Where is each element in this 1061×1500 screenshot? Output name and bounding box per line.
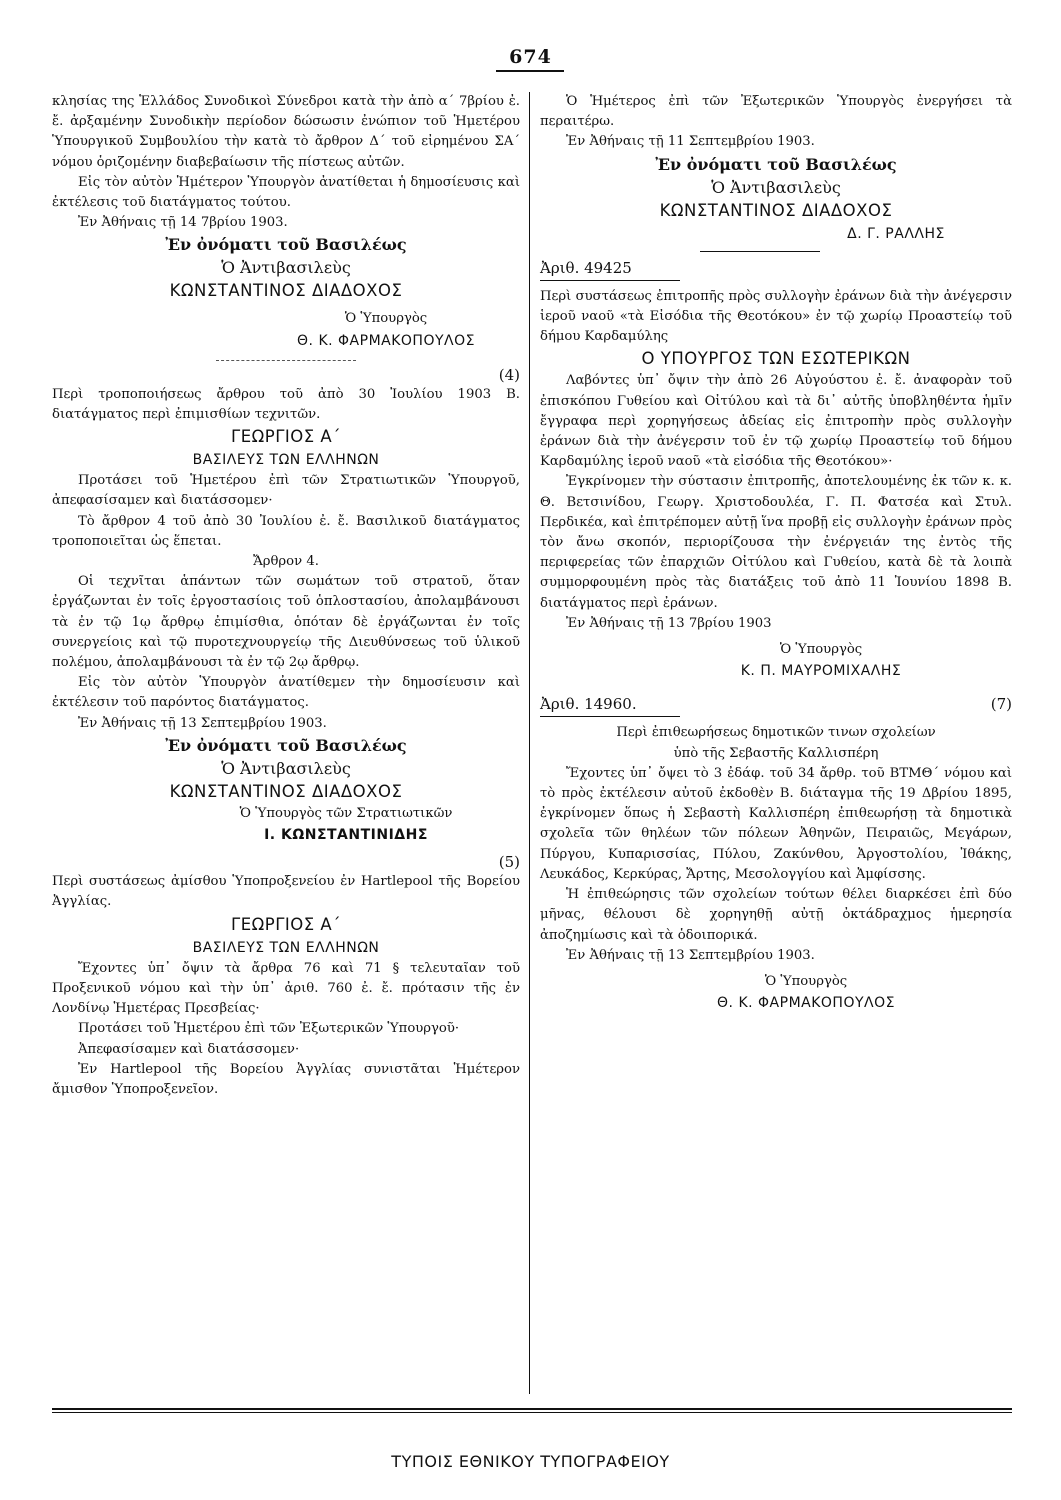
column-divider <box>529 92 530 1394</box>
left-column <box>52 92 520 1100</box>
signature-line: Ἐν ὀνόματι τοῦ Βασιλέως <box>165 235 407 255</box>
act-title: ὑπὸ τῆς Σεβαστῆς Καλλισπέρη <box>673 745 879 761</box>
minister-name: Δ. Γ. ΡΑΛΛΗΣ <box>847 225 945 242</box>
decree-paragraph: Ἐν Hartlepool τῆς Βορείου Ἀγγλίας συνιστᾶται Ἡμέτερον ἄμισθον Ὑποπροξενεῖον. <box>52 1061 520 1097</box>
signature-line: Ὁ Ἀντιβασιλεὺς <box>221 758 351 778</box>
signature-name: ΚΩΝΣΤΑΝΤΙΝΟΣ ΔΙΑΔΟΧΟΣ <box>169 281 403 301</box>
decree-number: (4) <box>498 365 520 384</box>
decree-title: Περὶ τροποποιήσεως ἄρθρου τοῦ ἀπὸ 30 Ἰουλίου 1903 Β. διατάγματος περὶ ἐπιμισθίων τεχνιτῶν. <box>52 386 520 423</box>
signature-name: ΚΩΝΣΤΑΝΤΙΝΟΣ ΔΙΑΔΟΧΟΣ <box>169 781 403 801</box>
article-heading: Ἄρθρον 4. <box>253 554 319 570</box>
minister-name: Θ. Κ. ΦΑΡΜΑΚΟΠΟΥΛΟΣ <box>717 995 895 1012</box>
act-number: Ἀριθ. 14960. <box>540 695 637 714</box>
act-number-underline <box>540 280 680 281</box>
act-paragraph: Ἡ ἐπιθεώρησις τῶν σχολείων τούτων θέλει διαρκέσει ἐπὶ δύο μῆνας, θέλουσι δὲ χορηγηθῇ αὐτῇ ὀκτάδραχμος ἡμερησία ἀποζημίωσις καὶ τὰ ὁδοιπορικά. <box>540 887 1012 943</box>
decree-number: (5) <box>498 853 520 872</box>
decree-paragraph: Προτάσει τοῦ Ἡμετέρου ἐπὶ τῶν Στρατιωτικῶν Ὑπουργοῦ, ἀπεφασίσαμεν καὶ διατάσσομεν· <box>52 473 520 509</box>
minister-title: Ὁ Ὑπουργὸς <box>764 973 848 989</box>
signature-line: Ἐν ὀνόματι τοῦ Βασιλέως <box>655 154 897 174</box>
act-date: Ἐν Ἀθήναις τῇ 13 Σεπτεμβρίου 1903. <box>566 947 815 963</box>
act-number: Ἀριθ. 49425 <box>540 258 632 277</box>
decree-paragraph: Ἔχοντες ὑπ᾿ ὄψιν τὰ ἄρθρα 76 καὶ 71 § τελευταῖαν τοῦ Προξενικοῦ νόμου καὶ τὴν ὑπ᾿ ἀριθ. 760 ἐ. ἔ. πρότασιν τῆς ἐν Λονδίνῳ Ἡμετέρας Πρεσβείας· <box>52 960 520 1017</box>
page-number-underline <box>496 70 564 72</box>
act-title: Περὶ ἐπιθεωρήσεως δημοτικῶν τινων σχολείων <box>616 725 936 741</box>
king-title: ΒΑΣΙΛΕΥΣ ΤΩΝ ΕΛΛΗΝΩΝ <box>192 939 380 956</box>
act-paragraph: Λαβόντες ὑπ᾿ ὄψιν τὴν ἀπὸ 26 Αὐγούστου ἐ. ἔ. ἀναφορὰν τοῦ ἐπισκόπου Γυθείου καὶ Οἰτύλου καὶ τὰ δι᾿ αὐτῆς ὑποβληθέντα ἡμῖν ἔγγραφα περὶ χορηγήσεως ἀδείας εἰς ἐπιτροπὴν πρὸς συλλογὴν ἐράνων διὰ τὴν ἀνέγερσιν τοῦ ἐν τῷ χωρίῳ Προαστείῳ τοῦ δήμου Καρδαμύλης ἱεροῦ ναοῦ «τὰ εἰσόδια τῆς Θεοτόκου»· <box>540 373 1012 470</box>
continued-paragraph: κλησίας της Ἑλλάδος Συνοδικοὶ Σύνεδροι κατὰ τὴν ἀπὸ α΄ 7βρίου ἐ. ἔ. ἀρξαμένην Συνοδικὴν περίοδον δώσωσιν ἐνώπιον τοῦ Ἡμετέρου Ὑπουργικοῦ Συμβουλίου τὴν κατὰ τὸ ἄρθρον Δ΄ τοῦ εἰρημένου ΣΑ΄ νόμου ὁριζομένην διαβεβαίωσιν τῆς πίστεως αὐτῶν. <box>52 94 520 170</box>
act-paragraph: Ἔχοντες ὑπ᾿ ὄψει τὸ 3 ἐδάφ. τοῦ 34 ἄρθρ. τοῦ ΒΤΜΘ΄ νόμου καὶ τὸ πρὸς ἐκτέλεσιν αὐτοῦ ἐκδοθὲν Β. διάταγμα τῆς 19 Δβρίου 1895, ἐγκρίνομεν ὅπως ἡ Σεβαστὴ Καλλισπέρη ἐπιθεωρήσῃ τὰ δημοτικὰ σχολεῖα τῶν θηλέων τῶν πόλεων Ἀθηνῶν, Πειραιῶς, Μεγάρων, Πύργου, Κυπαρισσίας, Πύλου, Ζακύνθου, Ἀργοστολίου, Ἰθάκης, Λευκάδος, Κερκύρας, Ἄρτης, Μεσολογγίου καὶ Ἀμφίσσης. <box>540 765 1012 882</box>
minister-name: Κ. Π. ΜΑΥΡΟΜΙΧΑΛΗΣ <box>740 663 902 680</box>
act-number-row <box>540 694 1012 714</box>
king-name: ΓΕΩΡΓΙΟΣ Α΄ <box>231 914 341 934</box>
act-number-underline <box>540 716 680 717</box>
decree-paragraph: Προτάσει τοῦ Ἡμετέρου ἐπὶ τῶν Ἐξωτερικῶν Ὑπουργοῦ· <box>78 1021 460 1037</box>
decree-paragraph: Ἀπεφασίσαμεν καὶ διατάσσομεν· <box>78 1041 300 1057</box>
minister-title: Ὁ Ὑπουργὸς τῶν Στρατιωτικῶν <box>239 805 453 821</box>
right-column <box>540 92 1012 1014</box>
minister-title: Ὁ Ὑπουργὸς <box>779 642 863 658</box>
minister-title: Ὁ Ὑπουργὸς <box>344 311 428 327</box>
decree-title: Περὶ συστάσεως ἀμίσθου Ὑποπροξενείου ἐν Hartlepool τῆς Βορείου Ἀγγλίας. <box>52 874 520 910</box>
minister-name: Ι. ΚΩΝΣΤΑΝΤΙΝΙΔΗΣ <box>264 827 428 844</box>
section-separator <box>216 360 356 361</box>
signature-line: Ὁ Ἀντιβασιλεὺς <box>221 258 351 278</box>
act-paragraph: Ἐγκρίνομεν τὴν σύστασιν ἐπιτροπῆς, ἀποτελουμένης ἐκ τῶν κ. κ. Θ. Βετσινίδου, Γεωργ. Χριστοδουλέα, Γ. Π. Φατσέα καὶ Στυλ. Περδικέα, καὶ ἐπιτρέπομεν αὐτῇ ἵνα προβῇ εἰς συλλογὴν ἐράνων πρὸς τὸν ἄνω σκοπόν, περιορίζουσα τὴν ἐνέργειάν της ἐντὸς τῆς περιφερείας τῶν ἐπαρχιῶν Οἰτύλου καὶ Γυθείου, κατὰ δὲ τὰ λοιπὰ συμμορφουμένη πρὸς τὰς διατάξεις τοῦ ἀπὸ 11 Ἰουνίου 1898 Β. διατάγματος περὶ ἐράνων. <box>540 474 1012 611</box>
bottom-rule <box>52 1408 1012 1410</box>
act-date: Ἐν Ἀθήναις τῇ 13 7βρίου 1903 <box>566 615 772 631</box>
act-heading: Ο ΥΠΟΥΡΓΟΣ ΤΩΝ ΕΣΩΤΕΡΙΚΩΝ <box>641 349 911 369</box>
decree-paragraph: Τὸ ἄρθρον 4 τοῦ ἀπὸ 30 Ἰουλίου ἐ. ἔ. Βασιλικοῦ διατάγματος τροποποιεῖται ὡς ἕπεται. <box>52 513 520 549</box>
decree-paragraph: Εἰς τὸν αὐτὸν Ὑπουργὸν ἀνατίθεμεν τὴν δημοσίευσιν καὶ ἐκτέλεσιν τοῦ παρόντος διατάγματος. <box>52 675 520 711</box>
minister-name: Θ. Κ. ΦΑΡΜΑΚΟΠΟΥΛΟΣ <box>297 332 475 349</box>
page-number: 674 <box>509 46 552 68</box>
printer-footer: ΤΥΠΟΙΣ ΕΘΝΙΚΟΥ ΤΥΠΟΓΡΑΦΕΙΟΥ <box>391 1452 670 1471</box>
act-title: Περὶ συστάσεως ἐπιτροπῆς πρὸς συλλογὴν ἐράνων διὰ τὴν ἀνέγερσιν ἱεροῦ ναοῦ «τὰ Εἰσόδια τῆς Θεοτόκου» ἐν τῷ χωρίῳ Προαστείῳ τοῦ δήμου Καρδαμύλης <box>540 288 1012 345</box>
continued-paragraph: Ὁ Ἡμέτερος ἐπὶ τῶν Ἐξωτερικῶν Ὑπουργὸς ἐνεργήσει τὰ περαιτέρω. <box>540 94 1012 130</box>
bottom-rule-thin <box>52 1412 1012 1413</box>
signature-line: Ἐν ὀνόματι τοῦ Βασιλέως <box>165 735 407 755</box>
decree-date: Ἐν Ἀθήναις τῇ 11 Σεπτεμβρίου 1903. <box>566 134 815 150</box>
king-name: ΓΕΩΡΓΙΟΣ Α΄ <box>231 427 341 447</box>
signature-line: Ὁ Ἀντιβασιλεὺς <box>711 177 841 197</box>
act-paren-number: (7) <box>990 695 1012 714</box>
decree-date: Ἐν Ἀθήναις τῇ 14 7βρίου 1903. <box>78 215 288 231</box>
section-separator <box>700 251 820 252</box>
continued-paragraph: Εἰς τὸν αὐτὸν Ἡμέτερον Ὑπουργὸν ἀνατίθεται ἡ δημοσίευσις καὶ ἐκτέλεσις τοῦ διατάγματος τούτου. <box>52 174 520 211</box>
decree-date: Ἐν Ἀθήναις τῇ 13 Σεπτεμβρίου 1903. <box>78 715 327 731</box>
decree-paragraph: Οἱ τεχνῖται ἁπάντων τῶν σωμάτων τοῦ στρατοῦ, ὅταν ἐργάζωνται ἐν τοῖς ἐργοστασίοις τοῦ ὁπλοστασίου, ἀπολαμβάνουσι τὰ ἐν τῷ 1ῳ ἄρθρῳ ἐπιμίσθια, ὁπόταν δὲ ἐργάζωνται ἐν τοῖς συνεργείοις καὶ τῷ πυροτεχνουργείῳ τῆς Διευθύνσεως τοῦ ὑλικοῦ πολέμου, ἀπολαμβάνουσι τὰ ἐν τῷ 2ῳ ἄρθρῳ. <box>52 574 520 671</box>
signature-name: ΚΩΝΣΤΑΝΤΙΝΟΣ ΔΙΑΔΟΧΟΣ <box>659 200 893 220</box>
king-title: ΒΑΣΙΛΕΥΣ ΤΩΝ ΕΛΛΗΝΩΝ <box>192 452 380 469</box>
